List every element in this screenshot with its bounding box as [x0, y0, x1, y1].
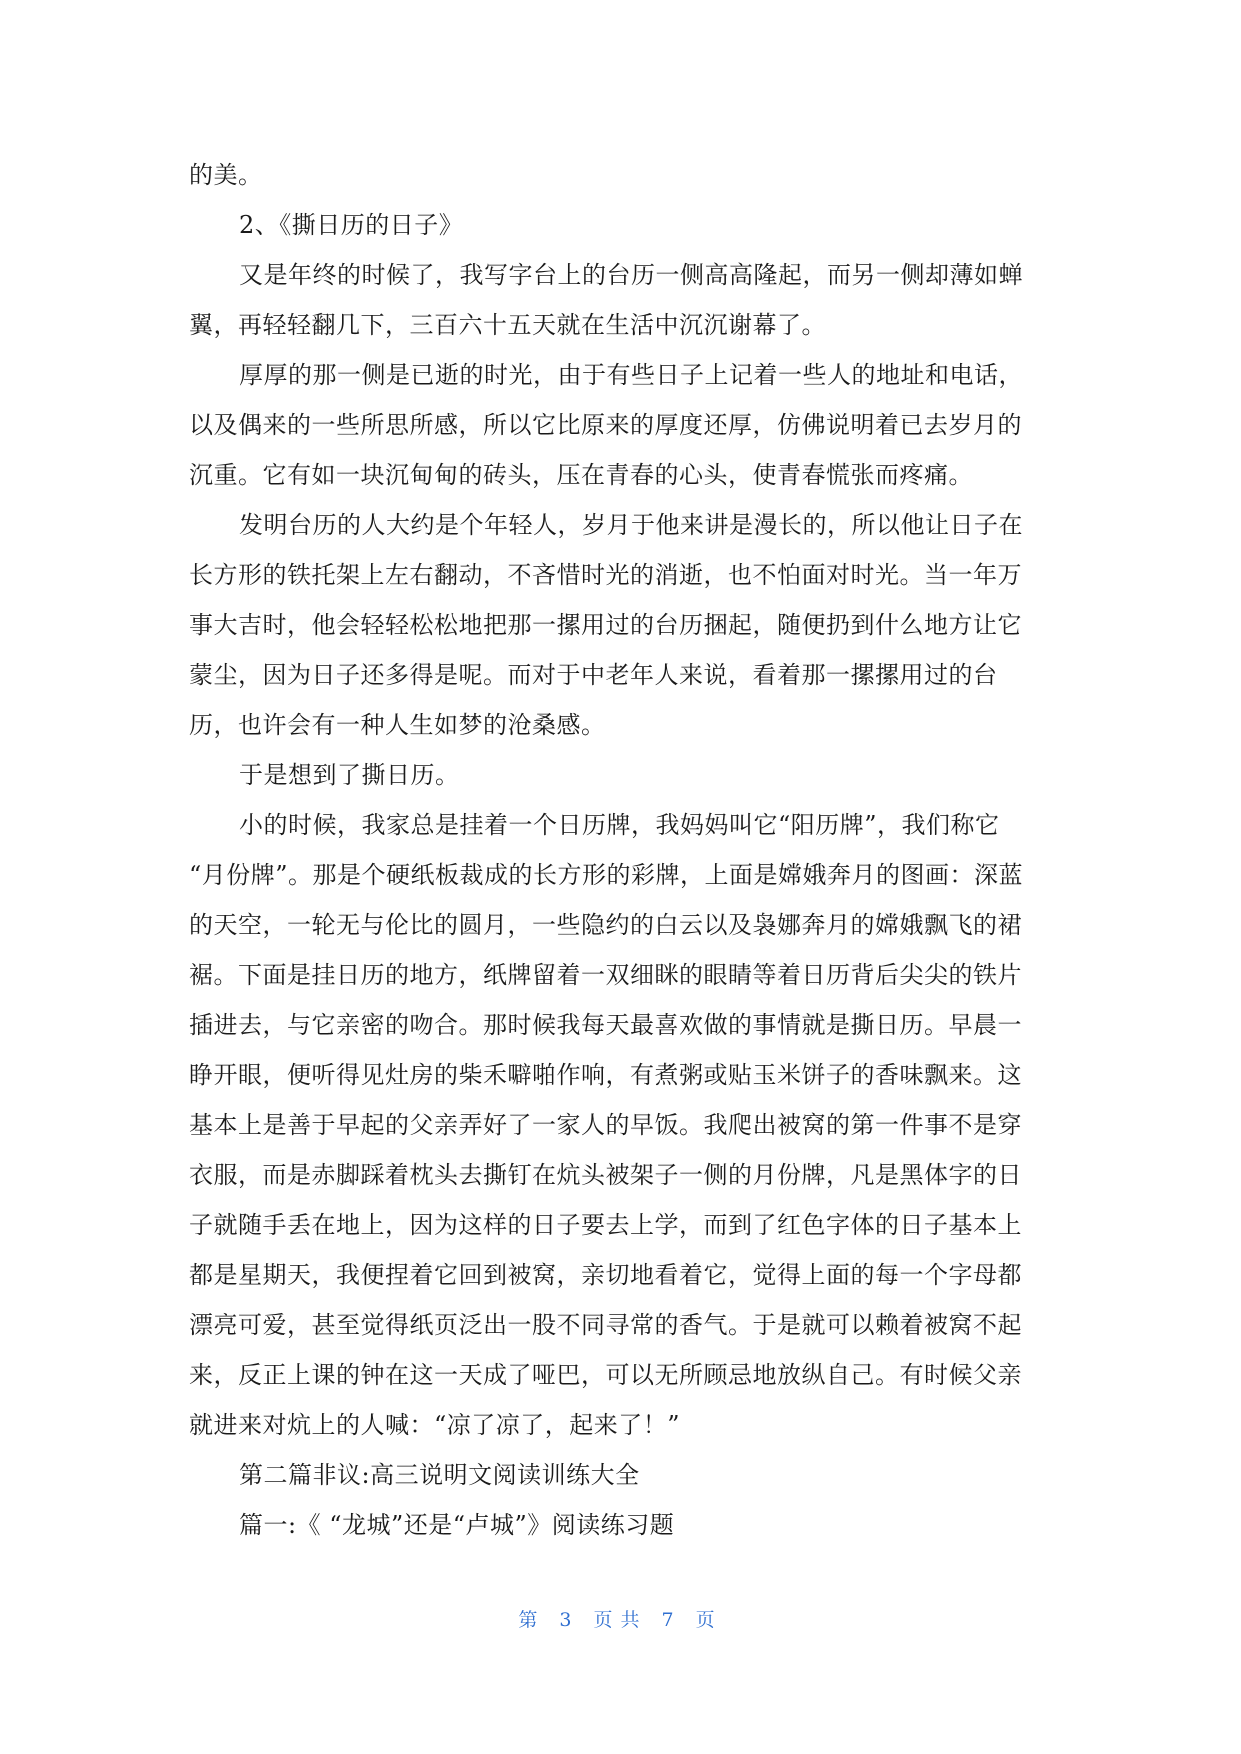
text-line: 睁开眼，便听得见灶房的柴禾噼啪作响，有煮粥或贴玉米饼子的香味飘来。这: [189, 1061, 1022, 1089]
text-line: 蒙尘，因为日子还多得是呢。而对于中老年人来说，看着那一摞摞用过的台: [189, 661, 998, 689]
text-line: 来，反正上课的钟在这一天成了哑巴，可以无所顾忌地放纵自己。有时候父亲: [189, 1361, 1022, 1389]
text-line: 又是年终的时候了，我写字台上的台历一侧高高隆起，而另一侧却薄如蝉: [239, 261, 1023, 289]
text-line: 沉重。它有如一块沉甸甸的砖头，压在青春的心头，使青春慌张而疼痛。: [189, 461, 973, 489]
text-line: 长方形的铁托架上左右翻动，不吝惜时光的消逝，也不怕面对时光。当一年万: [189, 561, 1022, 589]
text-line: 翼，再轻轻翻几下，三百六十五天就在生活中沉沉谢幕了。: [189, 311, 826, 339]
text-line: 衣服，而是赤脚踩着枕头去撕钉在炕头被架子一侧的月份牌，凡是黑体字的日: [189, 1161, 1022, 1189]
text-line: 小的时候，我家总是挂着一个日历牌，我妈妈叫它“阳历牌”，我们称它: [239, 811, 1000, 839]
text-line: “月份牌”。那是个硬纸板裁成的长方形的彩牌，上面是嫦娥奔月的图画：深蓝: [189, 861, 1024, 889]
text-line: 事大吉时，他会轻轻松松地把那一摞用过的台历捆起，随便扔到什么地方让它: [189, 611, 1022, 639]
text-line: 厚厚的那一侧是已逝的时光，由于有些日子上记着一些人的地址和电话，: [239, 361, 1023, 389]
text-line: 子就随手丢在地上，因为这样的日子要去上学，而到了红色字体的日子基本上: [189, 1211, 1022, 1239]
text-line: 发明台历的人大约是个年轻人，岁月于他来讲是漫长的，所以他让日子在: [239, 511, 1023, 539]
text-line: 2、《撕日历的日子》: [239, 211, 464, 239]
text-line: 漂亮可爱，甚至觉得纸页泛出一股不同寻常的香气。于是就可以赖着被窝不起: [189, 1311, 1022, 1339]
text-line: 的天空，一轮无与伦比的圆月，一些隐约的白云以及袅娜奔月的嫦娥飘飞的裙: [189, 911, 1022, 939]
text-line: 的美。: [189, 161, 263, 189]
text-line: 以及偶来的一些所思所感，所以它比原来的厚度还厚，仿佛说明着已去岁月的: [189, 411, 1022, 439]
text-line: 于是想到了撕日历。: [239, 761, 460, 789]
text-line: 都是星期天，我便捏着它回到被窝，亲切地看着它，觉得上面的每一个字母都: [189, 1261, 1022, 1289]
text-line: 插进去，与它亲密的吻合。那时候我每天最喜欢做的事情就是撕日历。早晨一: [189, 1011, 1022, 1039]
page-number-footer: 第 3 页共 7 页: [518, 1609, 723, 1631]
text-line: 就进来对炕上的人喊：“凉了凉了，起来了！”: [189, 1411, 681, 1439]
text-line: 基本上是善于早起的父亲弄好了一家人的早饭。我爬出被窝的第一件事不是穿: [189, 1111, 1022, 1139]
text-line: 裾。下面是挂日历的地方，纸牌留着一双细眯的眼睛等着日历背后尖尖的铁片: [189, 961, 1022, 989]
document-body: [189, 150, 1057, 1550]
text-line: 第二篇非议:高三说明文阅读训练大全: [239, 1461, 640, 1489]
text-line: 历，也许会有一种人生如梦的沧桑感。: [189, 711, 606, 739]
text-line: 篇一:《 “龙城”还是“卢城”》阅读练习题: [239, 1511, 675, 1539]
